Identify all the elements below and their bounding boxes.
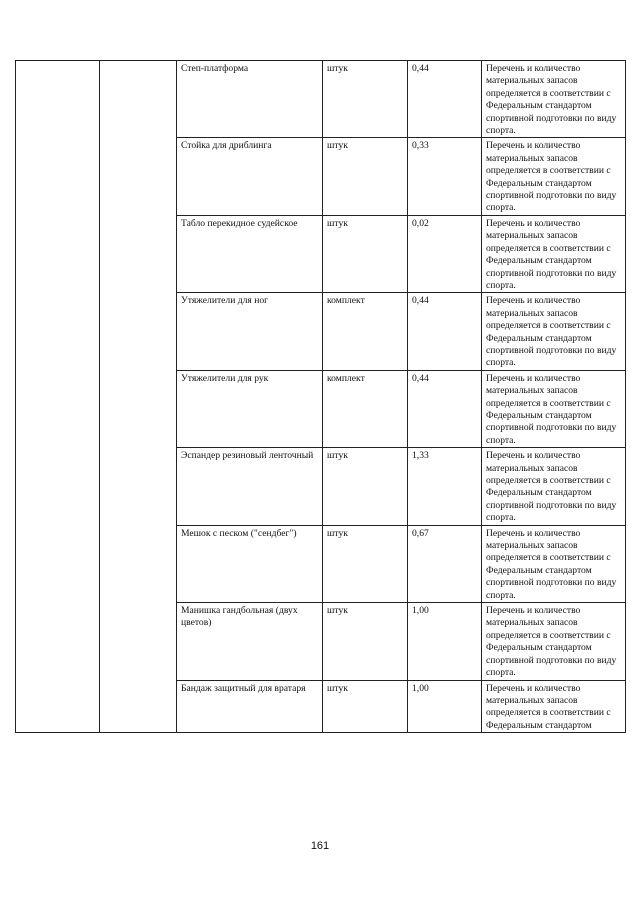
table-row — [16, 61, 626, 138]
item-unit-cell: комплект — [323, 370, 408, 447]
item-unit-cell: штук — [323, 603, 408, 680]
item-name-cell: Степ-платформа — [177, 61, 323, 138]
inventory-table-body — [16, 61, 626, 733]
item-note-cell: Перечень и количество материальных запасов определяется в соответствии с Федеральным стандартом спортивной подготовки по виду спорта. — [482, 138, 626, 215]
item-unit-cell: штук — [323, 138, 408, 215]
table-cell-blank-col2 — [100, 61, 177, 733]
item-unit-cell: штук — [323, 680, 408, 733]
item-note-cell: Перечень и количество материальных запасов определяется в соответствии с Федеральным стандартом спортивной подготовки по виду спорта. — [482, 61, 626, 138]
item-name-cell: Мешок с песком ("сендбег") — [177, 525, 323, 602]
page-number: 161 — [310, 840, 330, 852]
item-qty-cell: 0,02 — [408, 215, 482, 292]
item-name-cell: Стойка для дриблинга — [177, 138, 323, 215]
item-unit-cell: штук — [323, 448, 408, 525]
item-note-cell: Перечень и количество материальных запасов определяется в соответствии с Федеральным стандартом спортивной подготовки по виду спорта. — [482, 370, 626, 447]
item-note-cell: Перечень и количество материальных запасов определяется в соответствии с Федеральным стандартом спортивной подготовки по виду спорта. — [482, 215, 626, 292]
item-name-cell: Бандаж защитный для вратаря — [177, 680, 323, 733]
item-unit-cell: штук — [323, 215, 408, 292]
item-note-cell: Перечень и количество материальных запасов определяется в соответствии с Федеральным стандартом спортивной подготовки по виду спорта. — [482, 293, 626, 370]
item-note-cell: Перечень и количество материальных запасов определяется в соответствии с Федеральным стандартом спортивной подготовки по виду спорта. — [482, 525, 626, 602]
item-qty-cell: 0,44 — [408, 293, 482, 370]
item-unit-cell: штук — [323, 525, 408, 602]
item-qty-cell: 0,33 — [408, 138, 482, 215]
inventory-table — [15, 60, 626, 733]
item-unit-cell: комплект — [323, 293, 408, 370]
item-name-cell: Утяжелители для рук — [177, 370, 323, 447]
item-note-cell: Перечень и количество материальных запасов определяется в соответствии с Федеральным стандартом — [482, 680, 626, 733]
item-name-cell: Утяжелители для ног — [177, 293, 323, 370]
item-note-cell: Перечень и количество материальных запасов определяется в соответствии с Федеральным стандартом спортивной подготовки по виду спорта. — [482, 603, 626, 680]
item-qty-cell: 0,67 — [408, 525, 482, 602]
item-note-cell: Перечень и количество материальных запасов определяется в соответствии с Федеральным стандартом спортивной подготовки по виду спорта. — [482, 448, 626, 525]
item-name-cell: Эспандер резиновый ленточный — [177, 448, 323, 525]
item-qty-cell: 1,00 — [408, 603, 482, 680]
item-unit-cell: штук — [323, 61, 408, 138]
item-qty-cell: 1,33 — [408, 448, 482, 525]
item-qty-cell: 0,44 — [408, 61, 482, 138]
table-cell-blank-col1 — [16, 61, 100, 733]
item-name-cell: Табло перекидное судейское — [177, 215, 323, 292]
item-qty-cell: 1,00 — [408, 680, 482, 733]
item-qty-cell: 0,44 — [408, 370, 482, 447]
item-name-cell: Манишка гандбольная (двух цветов) — [177, 603, 323, 680]
